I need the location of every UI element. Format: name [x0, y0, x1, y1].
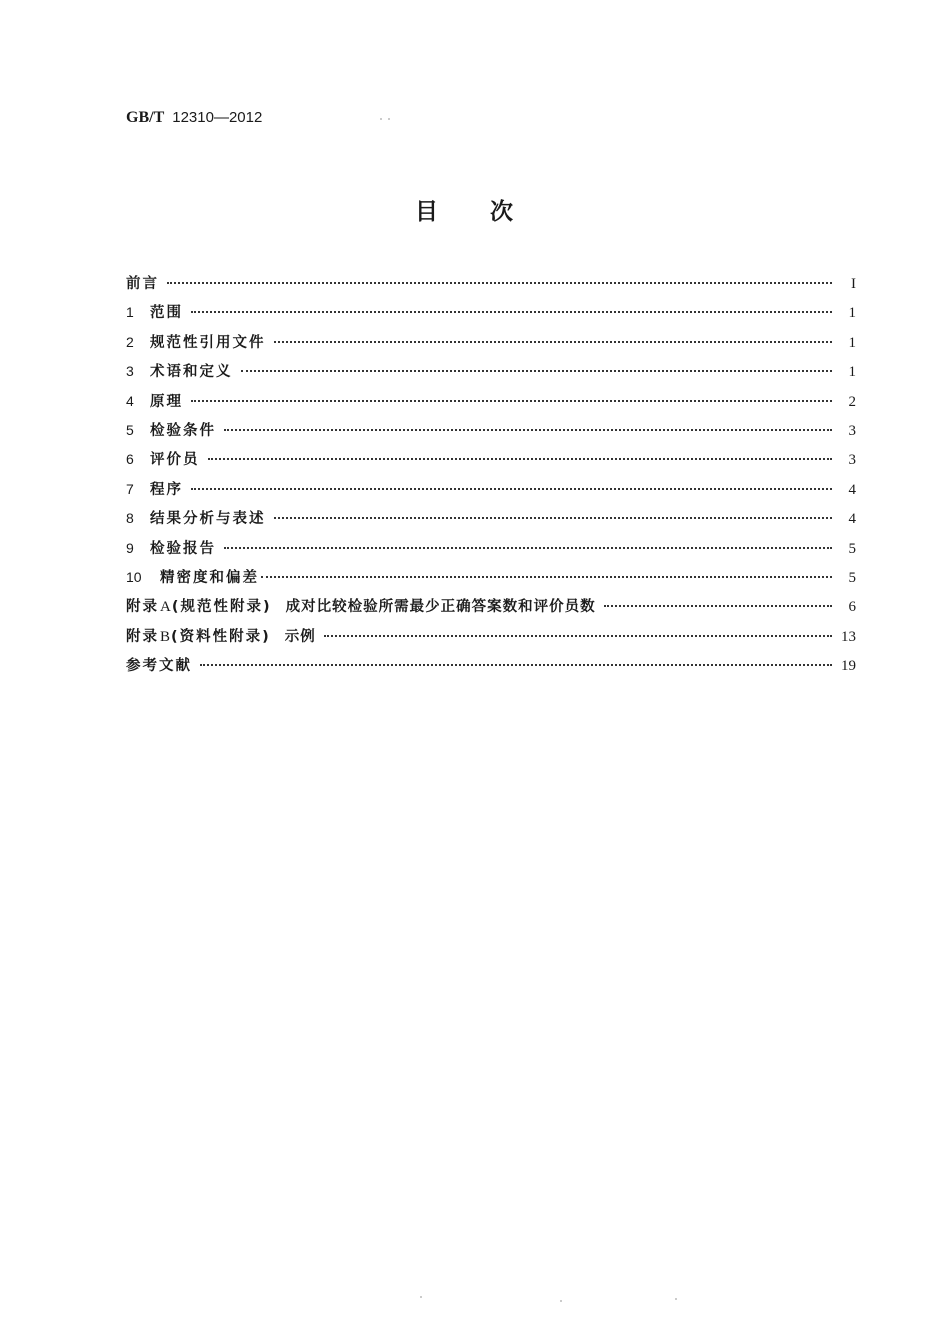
- dot-leader: [261, 576, 832, 578]
- toc-entry-page: 1: [848, 364, 856, 381]
- toc-entry-number: 8: [126, 510, 134, 527]
- appendix-letter: A: [160, 599, 171, 616]
- scan-speck: [380, 118, 382, 120]
- toc-entry-label: 示例: [284, 628, 316, 645]
- toc-entry-page: 1: [848, 305, 856, 322]
- toc-entry-results-analysis[interactable]: [126, 507, 856, 536]
- toc-entry-number: 1: [126, 304, 134, 321]
- toc-entry-page: 4: [848, 481, 856, 498]
- toc-entry-number: 4: [126, 392, 134, 409]
- toc-entry-page: 6: [848, 599, 856, 616]
- dot-leader: [200, 664, 832, 666]
- dot-leader: [324, 635, 832, 637]
- dot-leader: [191, 488, 832, 490]
- toc-entry-label: 结果分析与表述: [150, 511, 266, 528]
- toc-entry-assessors[interactable]: [126, 448, 856, 477]
- page-title: 目次: [415, 199, 565, 225]
- scan-speck: [675, 1298, 677, 1300]
- toc-entry-bibliography[interactable]: [126, 654, 856, 683]
- toc-entry-label: 规范性引用文件: [150, 334, 266, 351]
- scan-speck: [560, 1300, 562, 1302]
- toc-entry-label: 精密度和偏差: [160, 569, 259, 586]
- toc-entry-number: 6: [126, 451, 134, 468]
- toc-entry-procedure[interactable]: [126, 478, 856, 507]
- toc-entry-page: 5: [848, 540, 856, 557]
- dot-leader: [224, 547, 832, 549]
- toc-entry-page: I: [851, 276, 856, 292]
- toc-entry-appendix-b[interactable]: [126, 625, 856, 654]
- dot-leader: [191, 400, 832, 402]
- toc-entry-scope[interactable]: [126, 301, 856, 330]
- appendix-tag: 附录: [126, 628, 159, 645]
- toc-entry-foreword[interactable]: [126, 272, 856, 301]
- toc-entry-principle[interactable]: [126, 390, 856, 419]
- appendix-tag: 附录: [126, 599, 159, 616]
- toc-entry-terms-definitions[interactable]: [126, 360, 856, 389]
- dot-leader: [274, 341, 833, 343]
- toc-entry-page: 2: [848, 393, 856, 410]
- toc-entry-label: 检验条件: [150, 422, 216, 439]
- appendix-type: (规范性附录): [171, 599, 272, 616]
- dot-leader: [224, 429, 832, 431]
- toc-entry-test-conditions[interactable]: [126, 419, 856, 448]
- scan-speck: [388, 118, 390, 120]
- appendix-letter: B: [160, 628, 171, 645]
- toc-entry-page: 4: [848, 511, 856, 528]
- dot-leader: [167, 282, 832, 284]
- toc-entry-appendix-a[interactable]: [126, 595, 856, 624]
- document-header: [126, 109, 262, 127]
- toc-entry-number: 7: [126, 480, 134, 497]
- toc-entry-page: 19: [841, 658, 856, 675]
- toc-entry-label: 检验报告: [150, 540, 216, 557]
- dot-leader: [604, 605, 832, 607]
- table-of-contents: [126, 272, 856, 683]
- toc-entry-precision-bias[interactable]: [126, 566, 856, 595]
- toc-entry-label: 前言: [126, 276, 159, 292]
- toc-entry-label: 范围: [150, 305, 183, 322]
- toc-entry-number: 5: [126, 421, 134, 438]
- toc-entry-number: 10: [126, 568, 142, 585]
- toc-entry-page: 13: [841, 628, 856, 645]
- toc-entry-number: 9: [126, 539, 134, 556]
- standard-prefix: GB/T: [126, 109, 165, 126]
- toc-entry-number: 3: [126, 363, 134, 380]
- dot-leader: [208, 458, 833, 460]
- toc-entry-label: 评价员: [150, 452, 200, 469]
- dot-leader: [241, 370, 833, 372]
- toc-entry-label: 术语和定义: [150, 364, 233, 381]
- toc-entry-page: 3: [848, 452, 856, 469]
- toc-entry-label: 程序: [150, 481, 183, 498]
- toc-entry-page: 3: [848, 422, 856, 439]
- toc-entry-page: 5: [848, 569, 856, 586]
- scan-speck: [420, 1296, 422, 1298]
- appendix-type: (资料性附录): [171, 628, 271, 645]
- dot-leader: [274, 517, 833, 519]
- dot-leader: [191, 311, 832, 313]
- toc-entry-test-report[interactable]: [126, 537, 856, 566]
- toc-entry-page: 1: [848, 334, 856, 351]
- toc-entry-number: 2: [126, 333, 134, 350]
- toc-entry-label: 原理: [150, 393, 183, 410]
- standard-number: 12310—2012: [172, 109, 263, 126]
- toc-entry-label: 参考文献: [126, 658, 192, 675]
- toc-entry-normative-references[interactable]: [126, 331, 856, 360]
- toc-entry-label: 成对比较检验所需最少正确答案数和评价员数: [285, 599, 596, 616]
